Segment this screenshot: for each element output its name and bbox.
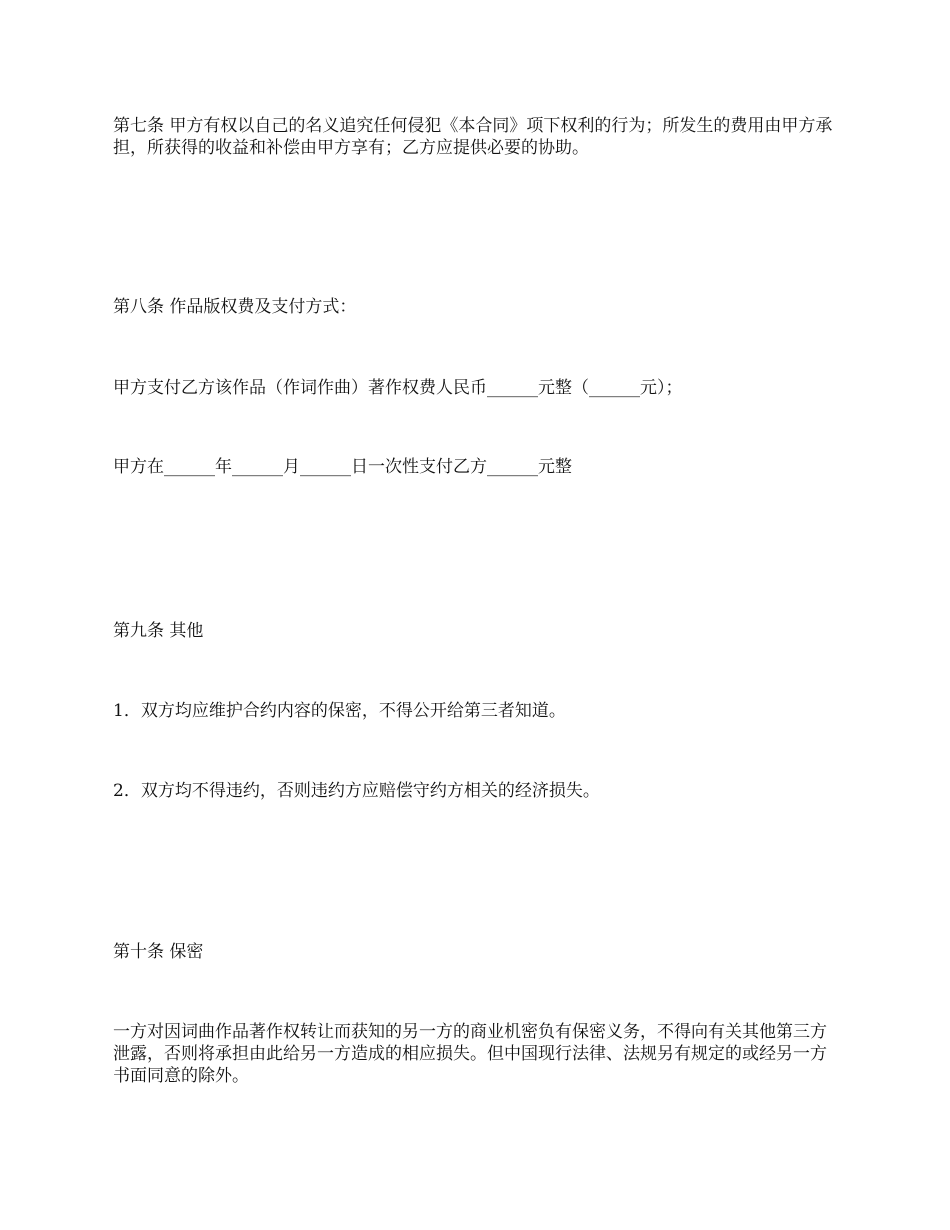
copyright-fee-paragraph: 甲方支付乙方该作品（作词作曲）著作权费人民币______元整（______元）； — [113, 378, 683, 398]
confidentiality-paragraph: 一方对因词曲作品著作权转让而获知的另一方的商业机密负有保密义务，不得向有关其他第三方泄露，否则将承担由此给另一方造成的相应损失。但中国现行法律、法规另有规定的或经另一方书面同意的除外。 — [113, 1022, 827, 1086]
confidentiality-clause-1: 1．双方均应维护合约内容的保密，不得公开给第三者知道。 — [113, 701, 566, 721]
article-10-heading: 第十条 保密 — [113, 942, 204, 962]
article-7-paragraph: 第七条 甲方有权以自己的名义追究任何侵犯《本合同》项下权利的行为；所发生的费用由甲方承担，所获得的收益和补偿由甲方享有；乙方应提供必要的协助。 — [113, 116, 833, 158]
article-8-heading: 第八条 作品版权费及支付方式： — [113, 297, 357, 317]
breach-clause-2: 2．双方均不得违约，否则违约方应赔偿守约方相关的经济损失。 — [113, 781, 600, 801]
article-9-heading: 第九条 其他 — [113, 621, 204, 641]
payment-date-paragraph: 甲方在______年______月______日一次性支付乙方______元整 — [113, 457, 572, 477]
